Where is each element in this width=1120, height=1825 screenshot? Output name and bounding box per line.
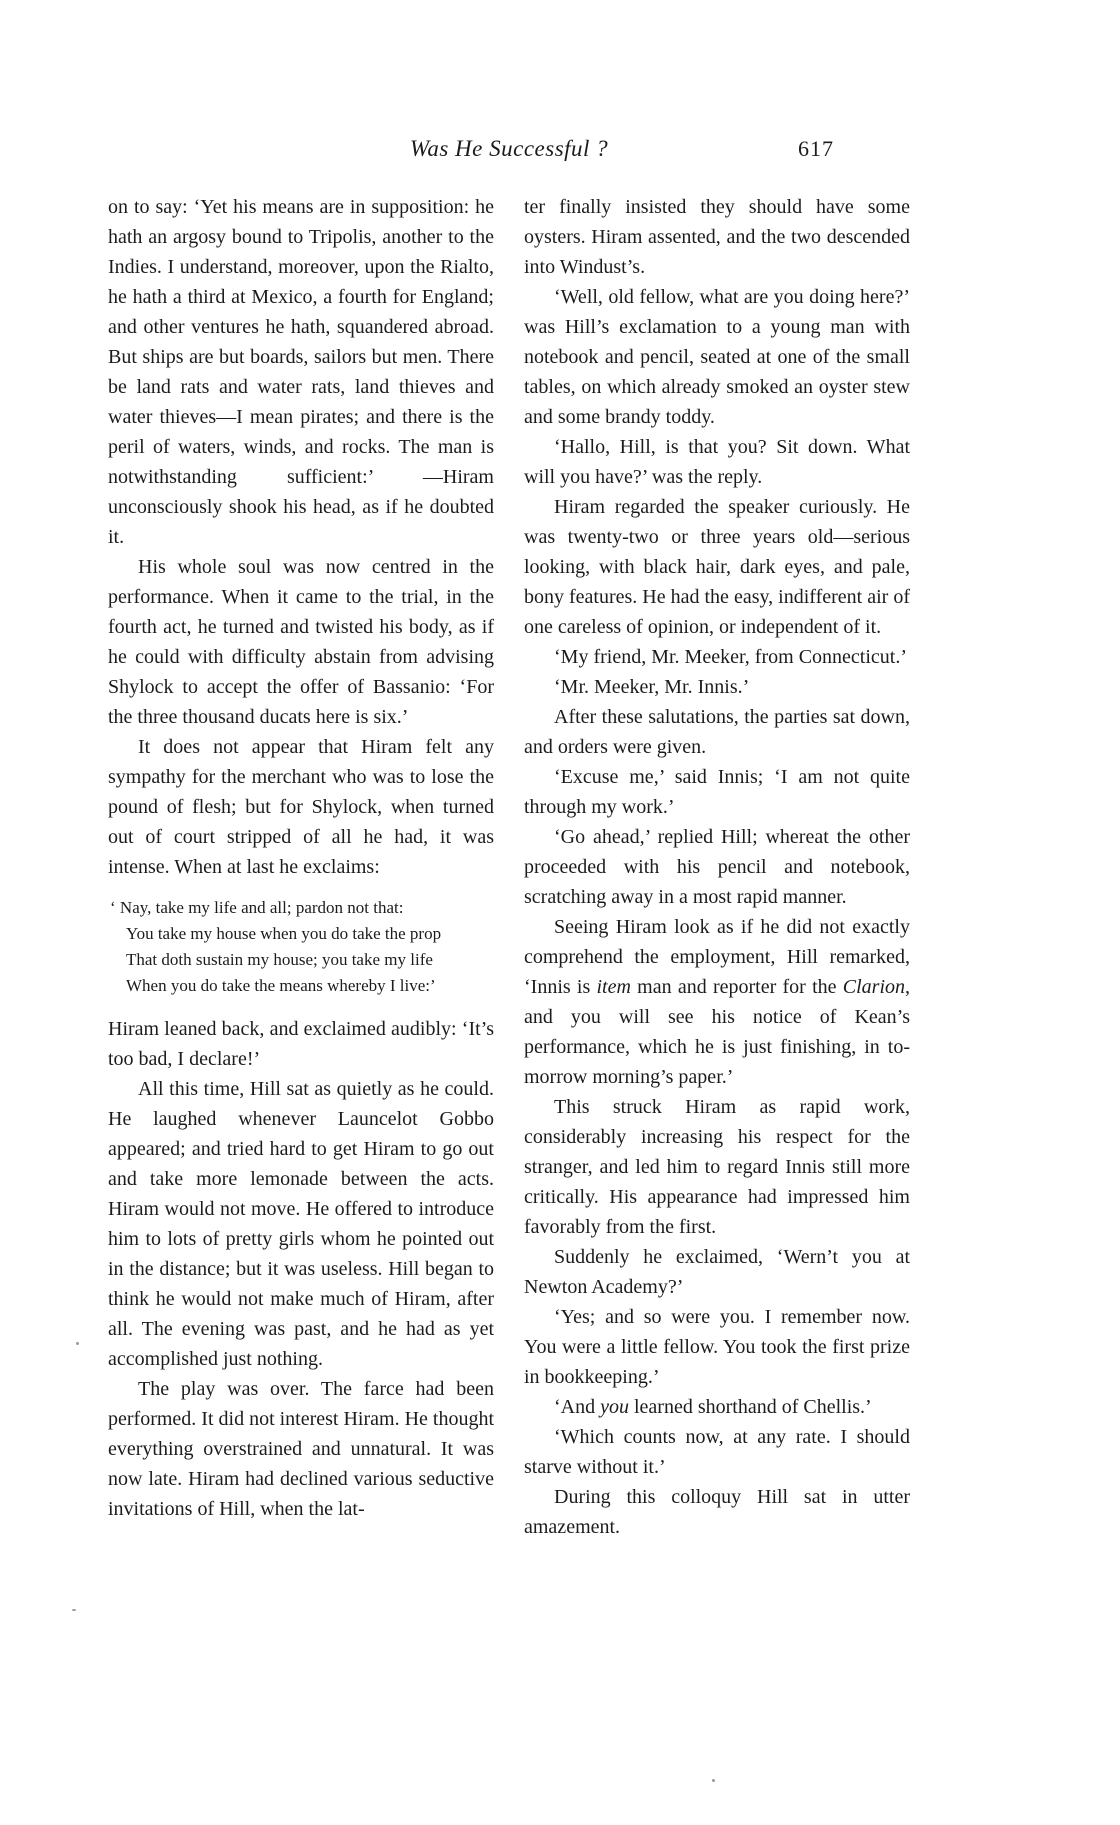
paragraph: ‘Which counts now, at any rate. I should starve without it.’ — [524, 1426, 910, 1478]
paragraph: ‘Excuse me,’ said Innis; ‘I am not quite through my work.’ — [524, 766, 910, 818]
paragraph: Suddenly he exclaimed, ‘Wern’t you at Newton Academy?’ — [524, 1246, 910, 1298]
paragraph: ‘Mr. Meeker, Mr. Innis.’ — [554, 676, 750, 698]
paragraph: During this colloquy Hill sat in utter amazement. — [524, 1486, 910, 1538]
verse-line: That doth sustain my house; you take my life — [126, 950, 433, 969]
page-header — [108, 134, 910, 178]
scan-speck — [72, 1609, 76, 1611]
paragraph: ‘Go ahead,’ replied Hill; whereat the other proceeded with his pencil and notebook, scratching away in a most rapid manner. — [524, 826, 910, 908]
paragraph: ‘Yes; and so were you. I remember now. You were a little fellow. You took the first prize in bookkeeping.’ — [524, 1306, 910, 1388]
left-column — [108, 192, 494, 1542]
paragraph: This struck Hiram as rapid work, considerably increasing his respect for the stranger, and led him to regard Innis still more critically. His appearance had impressed him favorably from the first. — [524, 1096, 910, 1238]
paragraph: ‘Well, old fellow, what are you doing here?’ was Hill’s exclamation to a young man with notebook and pencil, seated at one of the small tables, on which already smoked an oyster stew and some brandy toddy. — [524, 286, 910, 428]
scan-speck — [712, 1779, 715, 1782]
paragraph: on to say: ‘Yet his means are in supposition: he hath an argosy bound to Tripolis, another to the Indies. I understand, moreover, upon the Rialto, he hath a third at Mexico, a fourth for England; and other ventures he hath, squandered abroad. But ships are but boards, sailors but men. There be land rats and water rats, land thieves and water thieves—I mean pirates; and there is the peril of waters, winds, and rocks. The man is notwithstanding sufficient:’ —Hiram unconsciously shook his head, as if he doubted it. — [108, 196, 494, 548]
paragraph: Hiram regarded the speaker curiously. He was twenty-two or three years old—serious looking, with black hair, dark eyes, and pale, bony features. He had the easy, indifferent air of one careless of opinion, or independent of it. — [524, 496, 910, 638]
italic-word: item — [596, 976, 631, 998]
text-columns — [108, 192, 910, 1542]
scan-speck — [76, 1342, 79, 1345]
running-title: Was He Successful ? — [409, 136, 609, 161]
page-number: 617 — [798, 136, 834, 161]
verse-line: When you do take the means whereby I live:’ — [126, 976, 436, 995]
right-column — [524, 192, 910, 1542]
verse-line: ‘ Nay, take my life and all; pardon not that: — [110, 898, 404, 917]
verse-quote — [110, 895, 494, 999]
paragraph: ‘And you learned shorthand of Chellis.’ — [554, 1396, 872, 1418]
paragraph: It does not appear that Hiram felt any sympathy for the merchant who was to lose the pound of flesh; but for Shylock, when turned out of court stripped of all he had, it was intense. When at last he exclaims: — [108, 736, 494, 878]
paragraph: ‘Hallo, Hill, is that you? Sit down. What will you have?’ was the reply. — [524, 436, 910, 488]
paragraph: All this time, Hill sat as quietly as he could. He laughed whenever Launcelot Gobbo appeared; and tried hard to get Hiram to go out and take more lemonade between the acts. Hiram would not move. He offered to introduce him to lots of pretty girls whom he pointed out in the distance; but it was useless. Hill began to think he would not make much of Hiram, after all. The evening was past, and he had as yet accomplished just nothing. — [108, 1078, 494, 1370]
paragraph: After these salutations, the parties sat down, and orders were given. — [524, 706, 910, 758]
paragraph: ter finally insisted they should have some oysters. Hiram assented, and the two descended into Windust’s. — [524, 196, 910, 278]
printed-text-block — [108, 134, 910, 1542]
paragraph: ‘My friend, Mr. Meeker, from Connecticut.’ — [554, 646, 907, 668]
paragraph: His whole soul was now centred in the performance. When it came to the trial, in the fourth act, he turned and twisted his body, as if he could with difficulty abstain from advising Shylock to accept the offer of Bassanio: ‘For the three thousand ducats here is six.’ — [108, 556, 494, 728]
italic-word: Clarion — [842, 976, 906, 998]
paragraph: The play was over. The farce had been performed. It did not interest Hiram. He thought everything overstrained and unnatural. It was now late. Hiram had declined various seductive invitations of Hill, when the lat- — [108, 1378, 495, 1520]
verse-line: You take my house when you do take the prop — [126, 924, 442, 943]
paragraph: Hiram leaned back, and exclaimed audibly: ‘It’s too bad, I declare!’ — [108, 1018, 494, 1070]
italic-word: you — [600, 1396, 629, 1418]
paragraph: Seeing Hiram look as if he did not exactly comprehend the employment, Hill remarked, ‘Innis is item man and reporter for the Clarion, and you will see his notice of Kean’s performance, which he is just finishing, in to-morrow morning’s paper.’ — [524, 916, 911, 1088]
